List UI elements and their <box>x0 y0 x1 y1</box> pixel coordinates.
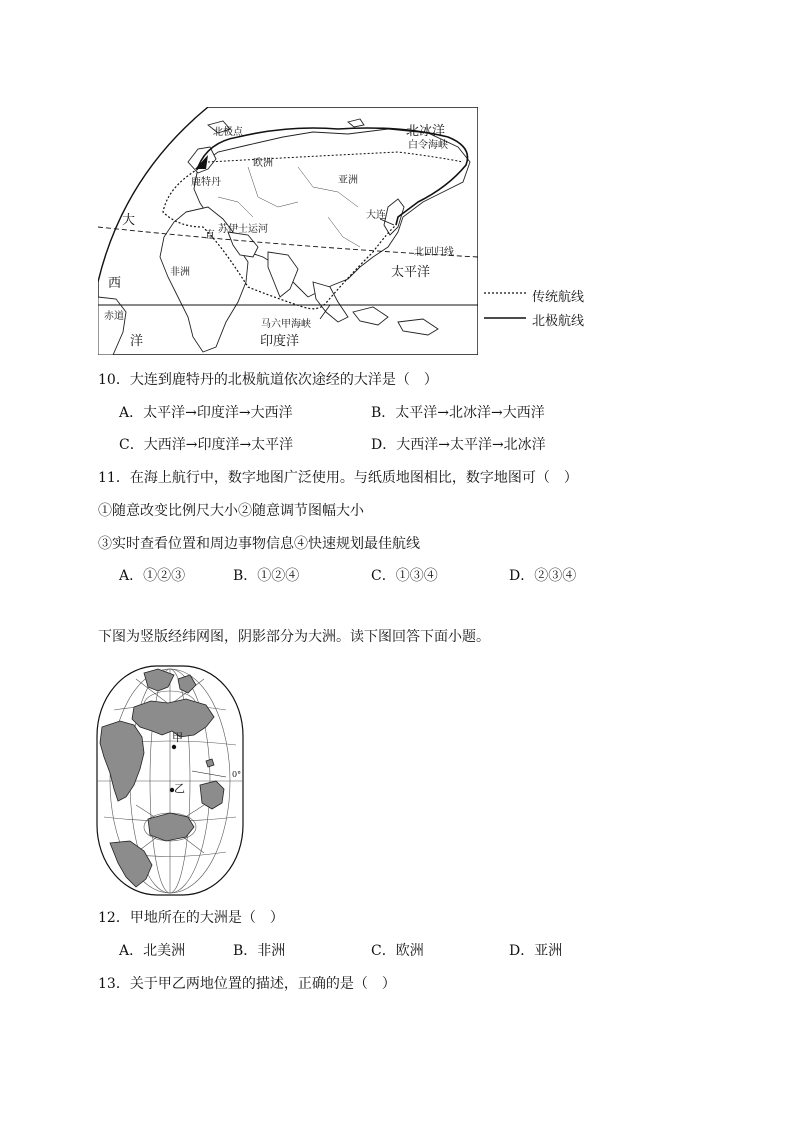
atlantic-yang-label: 洋 <box>130 334 144 349</box>
q11-statement-line1: ①随意改变比例尺大小②随意调节图幅大小 <box>98 503 364 519</box>
q10-option-a: A．太平洋→印度洋→大西洋 <box>119 405 293 421</box>
q10-option-d: D．大西洋→太平洋→北冰洋 <box>371 437 546 453</box>
jia-label: 甲 <box>172 731 183 744</box>
bering-strait-label: 白令海峡 <box>408 140 448 151</box>
q11-option-b: B．①②④ <box>233 568 300 584</box>
q11-option-d: D．②③④ <box>509 568 577 584</box>
dalian-label: 大连 <box>366 210 386 221</box>
route-legend <box>484 286 604 336</box>
traditional-route-swatch <box>484 289 526 297</box>
tropic-label: 北回归线 <box>414 247 454 258</box>
asia-label: 亚洲 <box>338 175 358 186</box>
indian-ocean-label: 印度洋 <box>260 334 300 349</box>
q11-statement-line2: ③实时查看位置和周边事物信息④快速规划最佳航线 <box>98 536 420 552</box>
q10-stem: 10．大连到鹿特丹的北极航道依次途经的大洋是（ ） <box>98 372 438 388</box>
suez-label: 苏伊士运河 <box>218 224 268 235</box>
malacca-label: 马六甲海峡 <box>261 319 311 330</box>
atlantic-da-label: 大 <box>122 213 136 228</box>
arctic-ocean-label: 北冰洋 <box>406 124 446 139</box>
zero-degree-label: 0° <box>232 770 242 779</box>
rotterdam-label: 鹿特丹 <box>191 177 221 188</box>
route-map <box>98 107 478 355</box>
graticule-map-graphic <box>96 665 246 897</box>
north-pole-label: 北极点 <box>213 127 243 138</box>
atlantic-xi-label: 西 <box>108 276 122 291</box>
section-intro: 下图为竖版经纬网图，阴影部分为大洲。读下图回答下面小题。 <box>98 629 490 645</box>
q10-option-c: C．大西洋→印度洋→太平洋 <box>119 437 294 453</box>
q12-option-a: A．北美洲 <box>119 943 186 959</box>
q12-option-d: D．亚洲 <box>509 943 563 959</box>
q12-option-b: B．非洲 <box>233 943 286 959</box>
q11-option-a: A．①②③ <box>119 568 186 584</box>
q12-stem: 12．甲地所在的大洲是（ ） <box>98 910 284 926</box>
pacific-label: 太平洋 <box>391 265 431 280</box>
arctic-route-swatch <box>484 314 526 322</box>
q11-stem: 11．在海上航行中，数字地图广泛使用。与纸质地图相比，数字地图可（ ） <box>98 470 578 486</box>
yi-label: 乙 <box>174 782 185 795</box>
q11-option-c: C．①③④ <box>371 568 438 584</box>
africa-label: 非洲 <box>170 267 190 278</box>
legend-arctic-label: 北极航线 <box>532 314 585 329</box>
gibraltar-label: 直 <box>205 230 215 241</box>
q12-option-c: C．欧洲 <box>371 943 424 959</box>
q13-stem: 13．关于甲乙两地位置的描述，正确的是（ ） <box>98 976 396 992</box>
europe-label: 欧洲 <box>253 158 273 169</box>
legend-traditional-label: 传统航线 <box>532 290 585 305</box>
q10-option-b: B．太平洋→北冰洋→大西洋 <box>371 405 545 421</box>
equator-label: 赤道 <box>104 311 124 322</box>
graticule-map <box>96 665 246 897</box>
